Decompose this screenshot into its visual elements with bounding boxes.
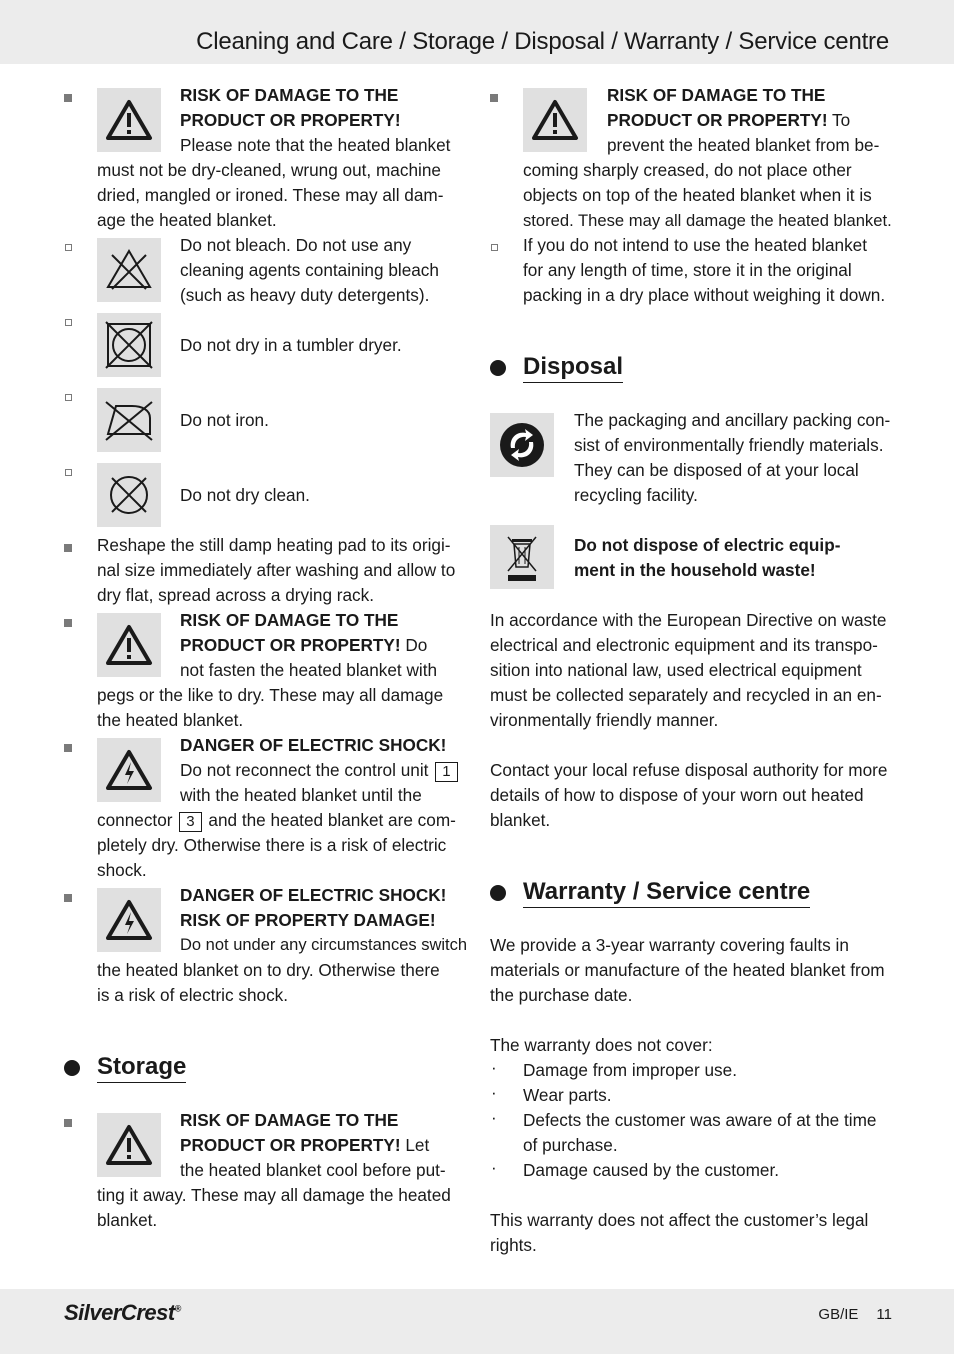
text-line: the heated blanket on to dry. Otherwise there [97,960,440,980]
registered-mark: ® [174,1303,181,1314]
heading-dot-icon [490,360,506,376]
text-line: Contact your local refuse disposal authority for more [490,760,888,780]
list-marker: · [491,1158,497,1177]
text-line: In accordance with the European Directive on waste [490,610,887,630]
list-item: Defects the customer was aware of at the time [523,1110,877,1130]
text-line: The packaging and ancillary packing con- [574,410,891,430]
text-line: details of how to dispose of your worn out heated [490,785,864,805]
section-heading-storage: Storage [97,1053,186,1083]
brand-name: SilverCrest [64,1300,175,1325]
no-dry-clean-icon [97,463,161,527]
text-line: nal size immediately after washing and allow to [97,560,456,580]
text-line: Do not under any circumstances switch [180,936,468,954]
bullet [64,544,72,552]
text-line: This warranty does not affect the customer’s legal [490,1210,869,1230]
sub-bullet [65,244,72,251]
warning-triangle-icon [523,88,587,152]
part-reference-3: 3 [179,812,201,832]
heading-dot-icon [64,1060,80,1076]
warning-triangle-icon [97,88,161,152]
brand-logo [64,1300,181,1326]
warning-title: PRODUCT OR PROPERTY! [180,635,401,655]
page-header [0,0,954,64]
text-span: To [827,110,851,130]
warning-title: DANGER OF ELECTRIC SHOCK! [180,735,447,755]
text-line: Do not iron. [180,410,269,430]
text-line: electrical and electronic equipment and its transpo- [490,635,878,655]
text-line: is a risk of electric shock. [97,985,289,1005]
text-line: sist of environmentally friendly materials. [574,435,884,455]
crossed-out-bin-icon [490,525,554,589]
warning-title: ment in the household waste! [574,560,816,580]
text-line: ting it away. These may all damage the heated [97,1185,451,1205]
text-line: materials or manufacture of the heated blanket from [490,960,885,980]
list-item: Damage from improper use. [523,1060,737,1080]
text-line: objects on top of the heated blanket when it is [523,185,872,205]
text-line: If you do not intend to use the heated blanket [523,235,868,255]
page-number: 11 [876,1306,892,1323]
text-line: Please note that the heated blanket [180,135,451,155]
list-marker: · [491,1108,497,1127]
text-line: The warranty does not cover: [490,1035,713,1055]
bullet [64,1119,72,1127]
list-marker: · [491,1058,497,1077]
heading-dot-icon [490,885,506,901]
text-line: prevent the heated blanket from be- [607,135,880,155]
no-bleach-icon [97,238,161,302]
text-span: and the heated blanket are com- [203,810,456,830]
warning-triangle-icon [97,1113,161,1177]
text-line: stored. These may all damage the heated blanket. [523,211,892,230]
text-line: vironmentally friendly manner. [490,710,719,730]
warning-title: PRODUCT OR PROPERTY! [607,110,828,130]
text-line: the purchase date. [490,985,633,1005]
recycling-green-dot-icon [490,413,554,477]
warning-title: RISK OF DAMAGE TO THE [607,85,826,105]
sub-bullet [65,319,72,326]
text-line: sition into national law, used electrical equipment [490,660,862,680]
text-line: coming sharply creased, do not place other [523,160,852,180]
text-line: age the heated blanket. [97,210,277,230]
text-line: cleaning agents containing bleach [180,260,439,280]
electric-shock-warning-icon [97,738,161,802]
warning-triangle-icon [97,613,161,677]
sub-bullet [65,469,72,476]
text-line: Do not bleach. Do not use any [180,235,412,255]
text-line: the heated blanket. [97,710,244,730]
sub-bullet [491,244,498,251]
bullet [64,94,72,102]
text-line: dry flat, spread across a drying rack. [97,585,375,605]
bullet [64,619,72,627]
text-span: Let [400,1135,430,1155]
list-item: Damage caused by the customer. [523,1160,780,1180]
text-line: pegs or the like to dry. These may all damage [97,685,444,705]
text-span: Do not reconnect the control unit [180,760,434,780]
text-line: the heated blanket cool before put- [180,1160,446,1180]
text-line: with the heated blanket until the [180,785,422,805]
warning-title: RISK OF DAMAGE TO THE [180,610,399,630]
text-line: (such as heavy duty detergents). [180,285,430,305]
warning-title: PRODUCT OR PROPERTY! [180,1135,401,1155]
list-item: Wear parts. [523,1085,612,1105]
section-heading-disposal: Disposal [523,353,623,383]
section-heading-warranty: Warranty / Service centre [523,878,810,908]
bullet [490,94,498,102]
warning-title: Do not dispose of electric equip- [574,535,841,555]
text-line: Do not dry clean. [180,485,310,505]
warning-title: RISK OF DAMAGE TO THE [180,1110,399,1130]
bullet [64,894,72,902]
text-line: They can be disposed of at your local [574,460,859,480]
text-span: Do [400,635,428,655]
text-line: rights. [490,1235,537,1255]
list-marker: · [491,1083,497,1102]
text-line: Do not dry in a tumbler dryer. [180,335,402,355]
text-line: pletely dry. Otherwise there is a risk of electric [97,835,447,855]
warning-title: RISK OF DAMAGE TO THE [180,85,399,105]
warning-title: DANGER OF ELECTRIC SHOCK! [180,885,447,905]
text-line: recycling facility. [574,485,698,505]
electric-shock-warning-icon [97,888,161,952]
warning-title: PRODUCT OR PROPERTY! [180,110,401,130]
text-line: must be collected separately and recycled in an en- [490,685,882,705]
page-info [818,1306,892,1323]
text-line: blanket. [490,810,551,830]
list-item: of purchase. [523,1135,618,1155]
text-line: We provide a 3-year warranty covering faults in [490,935,849,955]
text-line: shock. [97,860,147,880]
text-line: Reshape the still damp heating pad to its origi- [97,535,451,555]
text-line: not fasten the heated blanket with [180,660,438,680]
locale-label: GB/IE [818,1306,859,1323]
text-line: blanket. [97,1210,158,1230]
text-span: connector [97,810,178,830]
no-tumble-dry-icon [97,313,161,377]
text-line: for any length of time, store it in the original [523,260,852,280]
text-line: packing in a dry place without weighing it down. [523,285,886,305]
no-iron-icon [97,388,161,452]
part-reference-1: 1 [435,762,457,782]
sub-bullet [65,394,72,401]
page-title: Cleaning and Care / Storage / Disposal / Warranty / Service centre [196,28,889,55]
text-line: dried, mangled or ironed. These may all dam- [97,185,444,205]
bullet [64,744,72,752]
text-line: must not be dry-cleaned, wrung out, machine [97,160,441,180]
warning-title: RISK OF PROPERTY DAMAGE! [180,910,436,930]
